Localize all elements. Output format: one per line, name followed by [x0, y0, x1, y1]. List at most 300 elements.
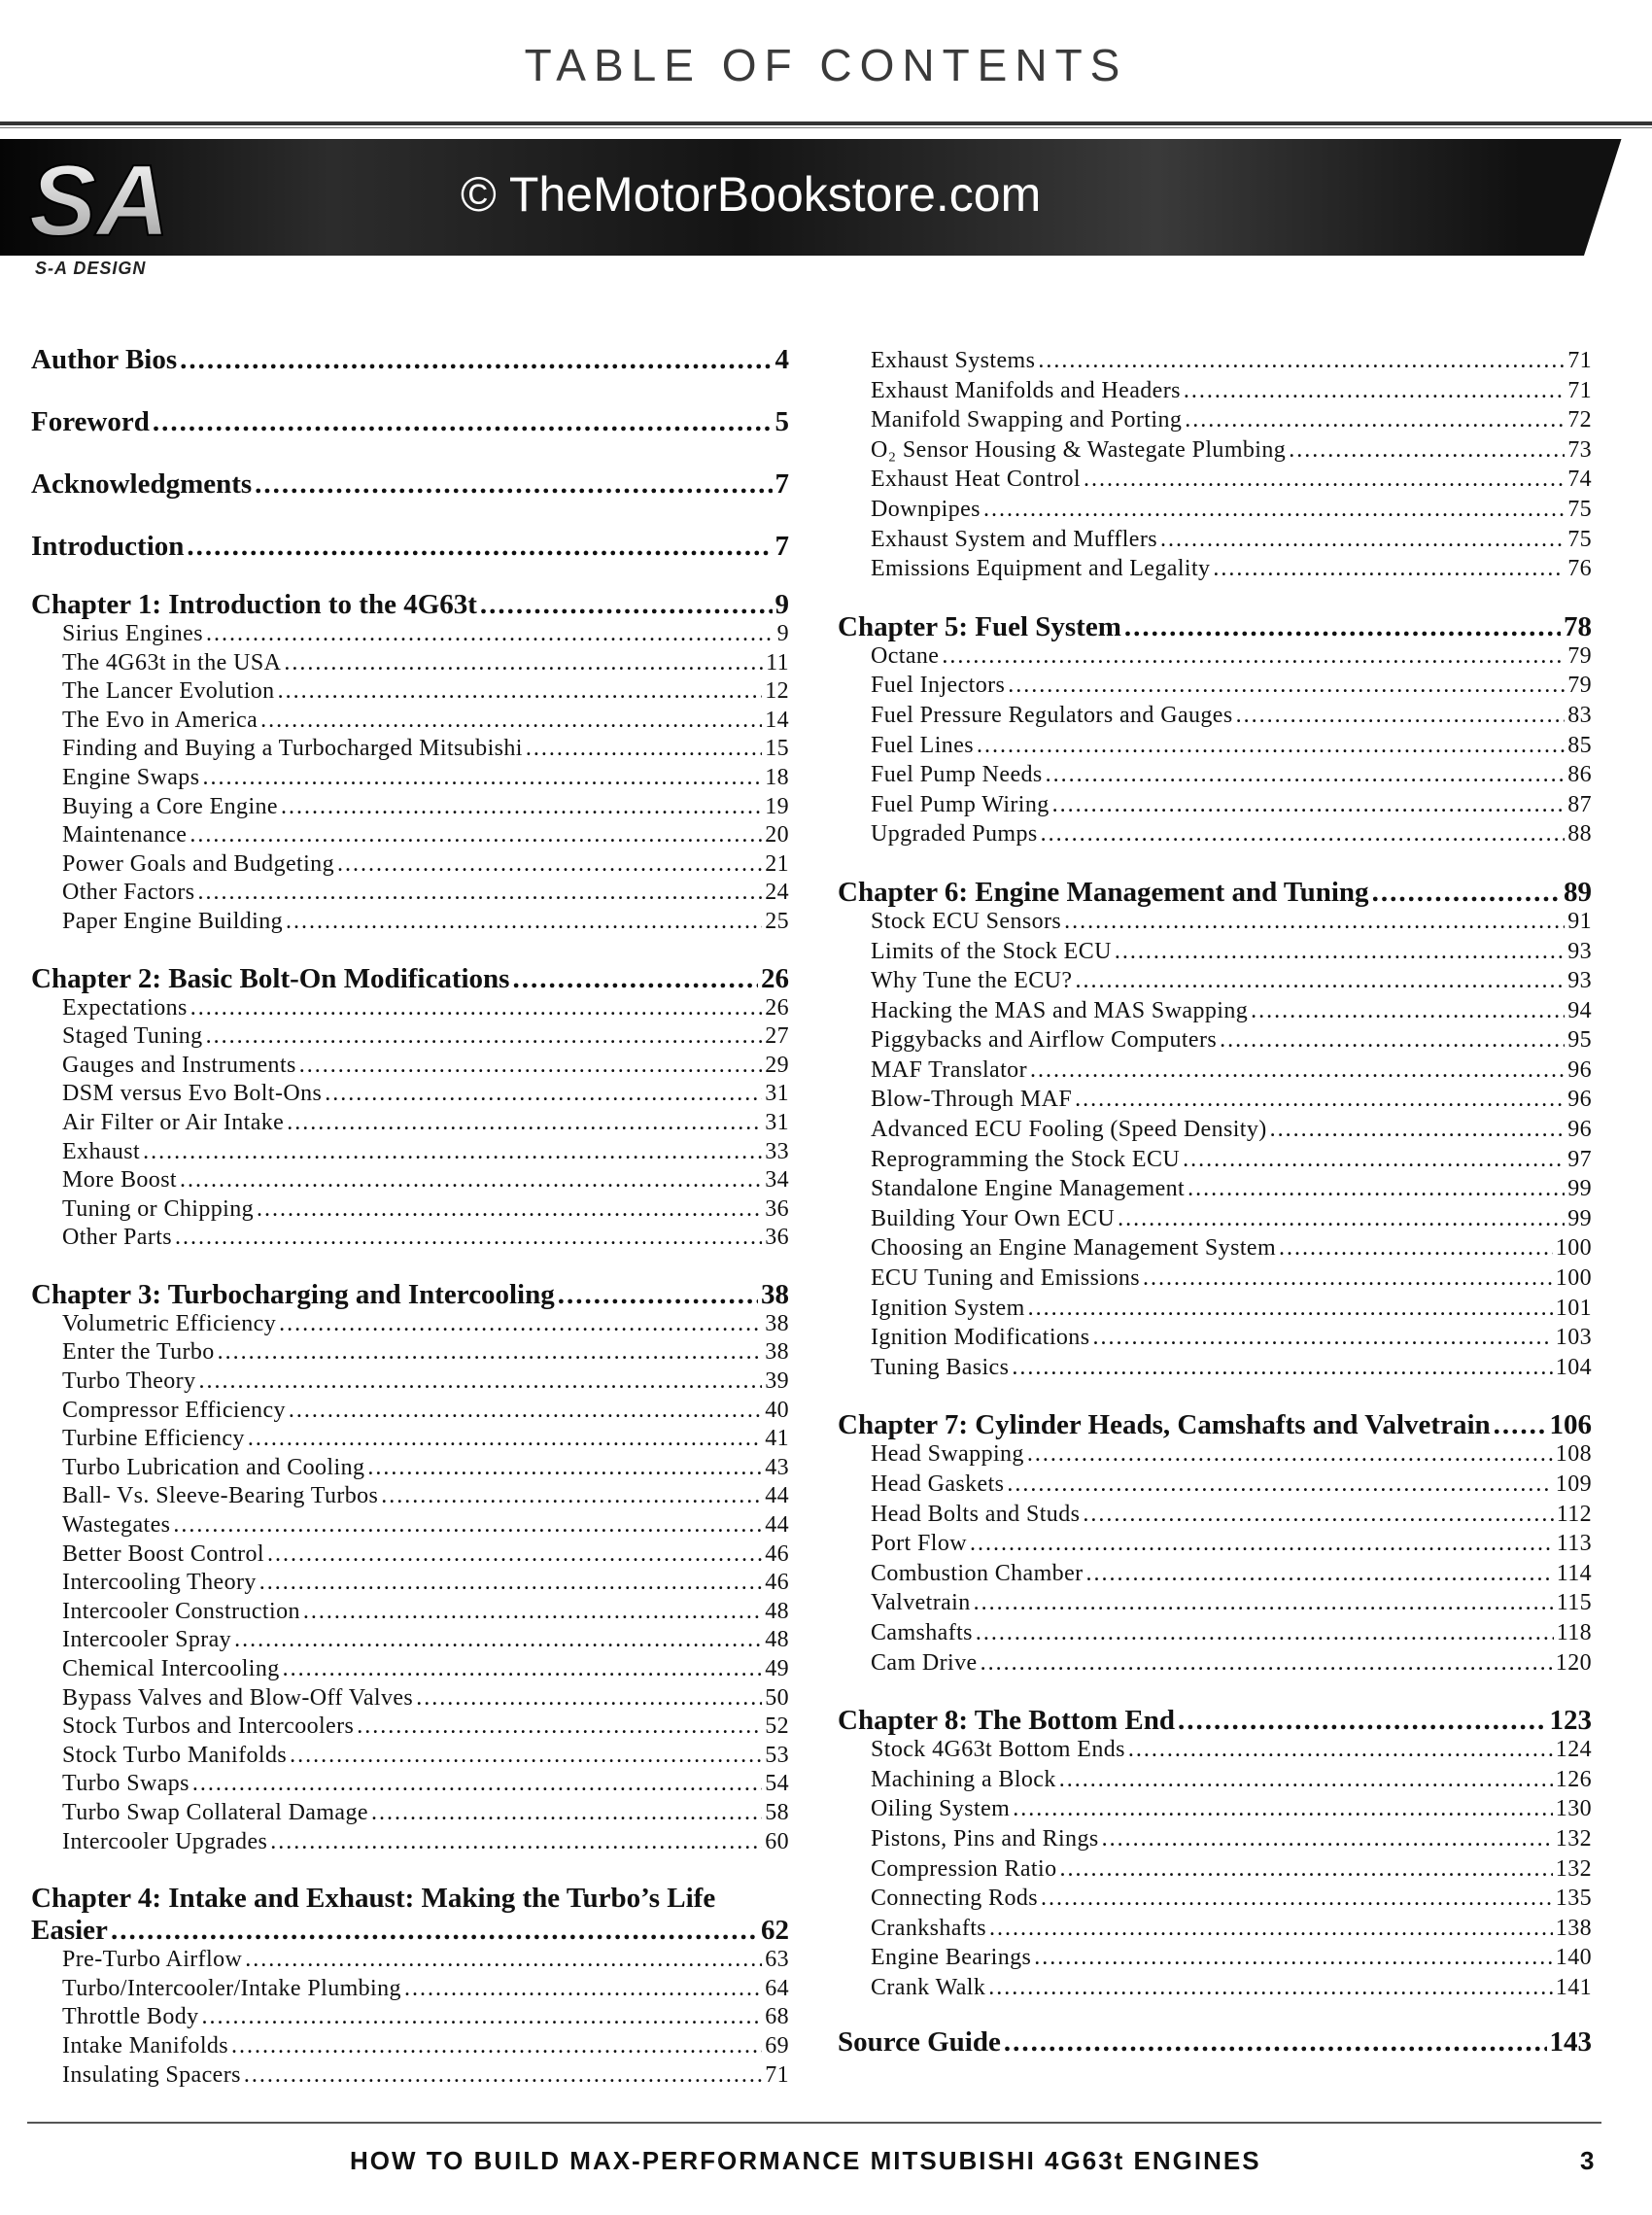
- entry-title: Better Boost Control: [62, 1540, 264, 1567]
- entry-title: Head Gaskets: [871, 1471, 1005, 1497]
- dot-leader: [1279, 1235, 1553, 1262]
- dot-leader: [480, 589, 773, 621]
- toc-section[interactable]: [838, 378, 1592, 408]
- entry-page: 72: [1567, 407, 1592, 433]
- entry-page: 69: [765, 2032, 789, 2059]
- entry-page: 96: [1567, 1117, 1592, 1143]
- toc-section[interactable]: [838, 1796, 1592, 1826]
- toc-section[interactable]: [31, 2062, 789, 2092]
- entry-page: 31: [765, 1081, 789, 1107]
- entry-page: 38: [765, 1310, 789, 1336]
- dot-leader: [1038, 348, 1565, 374]
- entry-title: Fuel Pump Needs: [871, 762, 1043, 788]
- toc-section[interactable]: [31, 708, 789, 737]
- entry-title: Intercooler Spray: [62, 1627, 232, 1653]
- toc-section[interactable]: [838, 939, 1592, 969]
- footer-book-title: HOW TO BUILD MAX-PERFORMANCE MITSUBISHI 4G63t ENGINES: [350, 2146, 1261, 2175]
- entry-title: Cam Drive: [871, 1649, 978, 1676]
- entry-title: Port Flow: [871, 1531, 967, 1557]
- toc-section[interactable]: [31, 1339, 789, 1368]
- toc-section[interactable]: [31, 1541, 789, 1571]
- toc-section[interactable]: [31, 880, 789, 909]
- entry-page: 91: [1567, 908, 1592, 934]
- toc-section[interactable]: [838, 1057, 1592, 1088]
- toc-section[interactable]: [838, 1945, 1592, 1975]
- entry-page: 104: [1555, 1354, 1592, 1380]
- entry-page: 53: [765, 1742, 789, 1768]
- entry-page: 74: [1567, 467, 1592, 493]
- toc-section[interactable]: [31, 1685, 789, 1714]
- entry-title: Intercooler Construction: [62, 1598, 300, 1624]
- entry-title: Connecting Rods: [871, 1886, 1038, 1912]
- entry-page: 132: [1555, 1855, 1592, 1882]
- toc-section[interactable]: [838, 1176, 1592, 1206]
- toc-section[interactable]: [31, 1829, 789, 1858]
- dot-leader: [981, 1650, 1553, 1677]
- toc-section[interactable]: [838, 1975, 1592, 2005]
- toc-section[interactable]: [31, 650, 789, 679]
- dot-leader: [180, 344, 772, 376]
- entry-page: 71: [1567, 377, 1592, 403]
- toc-section[interactable]: [31, 1570, 789, 1599]
- entry-page: 31: [765, 1109, 789, 1135]
- entry-page: 34: [765, 1167, 789, 1194]
- footer-page-number: 3: [1580, 2146, 1595, 2175]
- entry-page: 7: [774, 531, 789, 562]
- toc-section[interactable]: [838, 1561, 1592, 1591]
- entry-page: 118: [1556, 1619, 1592, 1645]
- entry-page: 20: [765, 822, 789, 848]
- dot-leader: [1128, 1737, 1553, 1763]
- entry-page: 58: [765, 1799, 789, 1825]
- entry-title: Turbo/Intercooler/Intake Plumbing: [62, 1975, 401, 2001]
- entry-title: More Boost: [62, 1167, 177, 1194]
- entry-title: Introduction: [31, 531, 185, 562]
- entry-page: 15: [765, 736, 789, 762]
- entry-title: Stock Turbos and Intercoolers: [62, 1713, 355, 1740]
- entry-title: Other Parts: [62, 1225, 173, 1251]
- dot-leader: [1028, 1296, 1553, 1322]
- toc-section[interactable]: [838, 348, 1592, 378]
- entry-page: 99: [1567, 1176, 1592, 1202]
- entry-title: Compression Ratio: [871, 1855, 1057, 1882]
- entry-title: Combustion Chamber: [871, 1560, 1084, 1586]
- toc-section[interactable]: [838, 407, 1592, 437]
- entry-title: Exhaust Manifolds and Headers: [871, 377, 1181, 403]
- entry-title: Power Goals and Budgeting: [62, 850, 334, 877]
- entry-page: 33: [765, 1138, 789, 1164]
- entry-page: 141: [1555, 1974, 1592, 2000]
- toc-chapter-2[interactable]: [31, 963, 789, 995]
- toc-section[interactable]: [31, 1976, 789, 2005]
- toc-section[interactable]: [838, 792, 1592, 822]
- dot-leader: [218, 1339, 763, 1366]
- toc-section[interactable]: [31, 1743, 789, 1772]
- toc-section[interactable]: [31, 1225, 789, 1254]
- entry-title: Advanced ECU Fooling (Speed Density): [871, 1117, 1267, 1143]
- toc-section[interactable]: [31, 1599, 789, 1628]
- entry-page: 19: [765, 793, 789, 819]
- toc-section[interactable]: [838, 1325, 1592, 1355]
- toc-section[interactable]: [838, 1916, 1592, 1946]
- toc-section[interactable]: [838, 1471, 1592, 1502]
- entry-title: Piggybacks and Airflow Computers: [871, 1027, 1218, 1054]
- entry-page: 26: [765, 994, 789, 1021]
- header-rule: [0, 121, 1652, 125]
- dot-leader: [1115, 939, 1565, 965]
- entry-title: ECU Tuning and Emissions: [871, 1265, 1140, 1292]
- dot-leader: [1494, 1409, 1547, 1441]
- entry-title: Chapter 6: Engine Management and Tuning: [838, 876, 1369, 908]
- toc-entry-author-bios[interactable]: [31, 344, 789, 377]
- toc-section[interactable]: [838, 556, 1592, 586]
- logo-subtitle: S-A DESIGN: [35, 259, 147, 278]
- entry-page: 115: [1556, 1590, 1592, 1616]
- toc-section[interactable]: [838, 1826, 1592, 1856]
- entry-title: Crankshafts: [871, 1915, 987, 1941]
- entry-page: 4: [774, 344, 789, 375]
- dot-leader: [1030, 1057, 1565, 1084]
- footer-rule: [27, 2122, 1601, 2124]
- dot-leader: [1086, 1561, 1554, 1587]
- dot-leader: [1027, 1441, 1553, 1468]
- entry-title: Oiling System: [871, 1796, 1011, 1822]
- toc-section[interactable]: [31, 765, 789, 794]
- toc-section[interactable]: [838, 1235, 1592, 1265]
- entry-title: Stock 4G63t Bottom Ends: [871, 1737, 1125, 1763]
- entry-title: Chapter 8: The Bottom End: [838, 1705, 1175, 1737]
- entry-title: Octane: [871, 642, 940, 669]
- entry-title: Sirius Engines: [62, 621, 203, 646]
- dot-leader: [1183, 1147, 1565, 1173]
- toc-section[interactable]: [838, 1265, 1592, 1296]
- dot-leader: [989, 1916, 1553, 1942]
- dot-leader: [192, 1771, 762, 1797]
- toc-section[interactable]: [31, 1455, 789, 1484]
- entry-title: Crank Walk: [871, 1974, 986, 2000]
- dot-leader: [284, 650, 763, 676]
- toc-section[interactable]: [838, 1531, 1592, 1561]
- toc-section[interactable]: [838, 1355, 1592, 1385]
- dot-leader: [206, 1023, 763, 1050]
- toc-section[interactable]: [31, 1368, 789, 1398]
- toc-section[interactable]: [31, 1110, 789, 1139]
- watermark-text: © TheMotorBookstore.com: [461, 167, 1042, 222]
- dot-leader: [1270, 1117, 1566, 1143]
- dot-leader: [303, 1599, 762, 1625]
- toc-chapter-6[interactable]: [838, 877, 1592, 909]
- toc-section[interactable]: [31, 1512, 789, 1541]
- entry-page: 38: [765, 1339, 789, 1366]
- entry-page: 73: [1567, 436, 1592, 463]
- dot-leader: [257, 1196, 762, 1223]
- dot-leader: [1013, 1796, 1553, 1822]
- entry-page: 44: [765, 1512, 789, 1539]
- toc-chapter-1[interactable]: [31, 589, 789, 621]
- toc-section[interactable]: [31, 621, 789, 650]
- entry-title: Tuning or Chipping: [62, 1195, 255, 1222]
- entry-title: Engine Swaps: [62, 764, 200, 790]
- entry-title: Machining a Block: [871, 1766, 1056, 1792]
- dot-leader: [1041, 1886, 1553, 1912]
- toc-section[interactable]: [838, 643, 1592, 674]
- entry-page: 46: [765, 1570, 789, 1596]
- entry-page: 130: [1555, 1796, 1592, 1822]
- entry-title: Throttle Body: [62, 2004, 199, 2030]
- dot-leader: [198, 1368, 762, 1395]
- banner-slash-shape: [1584, 139, 1652, 256]
- entry-title: Exhaust Systems: [871, 348, 1036, 373]
- toc-section[interactable]: [31, 2033, 789, 2062]
- entry-page: 100: [1555, 1235, 1592, 1262]
- toc-section[interactable]: [838, 467, 1592, 497]
- entry-page: 87: [1567, 791, 1592, 817]
- dot-leader: [278, 678, 763, 705]
- entry-title: Ignition System: [871, 1295, 1025, 1321]
- entry-page: 138: [1555, 1915, 1592, 1941]
- dot-leader: [1059, 1767, 1553, 1793]
- entry-page: 63: [765, 1947, 789, 1973]
- toc-section[interactable]: [31, 1311, 789, 1340]
- dot-leader: [977, 733, 1565, 759]
- entry-title: Fuel Pump Wiring: [871, 791, 1050, 817]
- toc-chapter-4[interactable]: [31, 1883, 789, 1947]
- toc-section[interactable]: [838, 437, 1592, 467]
- toc-section[interactable]: [838, 968, 1592, 998]
- toc-section[interactable]: [31, 1771, 789, 1800]
- dot-leader: [283, 1656, 763, 1682]
- toc-section[interactable]: [31, 1656, 789, 1685]
- dot-leader: [381, 1483, 762, 1509]
- dot-leader: [1178, 1705, 1547, 1737]
- toc-chapter-7[interactable]: [838, 1409, 1592, 1441]
- toc-right-chapters: [838, 611, 1592, 2005]
- entry-page: 132: [1555, 1825, 1592, 1852]
- dot-leader: [1084, 467, 1565, 493]
- dot-leader: [173, 1512, 762, 1539]
- toc-section[interactable]: [838, 1296, 1592, 1326]
- entry-title: Chapter 2: Basic Bolt-On Modifications: [31, 962, 510, 994]
- entry-page: 126: [1555, 1766, 1592, 1792]
- dot-leader: [260, 708, 762, 734]
- toc-section[interactable]: [838, 1441, 1592, 1471]
- entry-page: 54: [765, 1771, 789, 1797]
- toc-section[interactable]: [31, 1023, 789, 1053]
- toc-entry-source-guide[interactable]: [838, 2026, 1592, 2059]
- entry-title: Camshafts: [871, 1619, 973, 1645]
- dot-leader: [983, 497, 1565, 523]
- toc-section[interactable]: [838, 1027, 1592, 1057]
- toc-section[interactable]: [31, 1483, 789, 1512]
- toc-section[interactable]: [838, 1206, 1592, 1236]
- toc-section[interactable]: [31, 1196, 789, 1226]
- dot-leader: [1004, 2026, 1547, 2059]
- entry-title: Pistons, Pins and Rings: [871, 1825, 1099, 1852]
- entry-title: Stock ECU Sensors: [871, 908, 1062, 934]
- toc-section[interactable]: [838, 1117, 1592, 1147]
- toc-section[interactable]: [31, 1398, 789, 1427]
- toc-entry-acknowledgments[interactable]: [31, 468, 789, 502]
- entry-page: 108: [1555, 1441, 1592, 1468]
- dot-leader: [1213, 556, 1565, 582]
- dot-leader: [1052, 792, 1566, 818]
- entry-title: Tuning Basics: [871, 1354, 1010, 1380]
- entry-title: Intake Manifolds: [62, 2032, 229, 2059]
- entry-page: 5: [774, 406, 789, 437]
- toc-section[interactable]: [838, 821, 1592, 851]
- entry-page: 93: [1567, 968, 1592, 994]
- toc-section[interactable]: [838, 673, 1592, 703]
- toc-section[interactable]: [838, 1767, 1592, 1797]
- toc-section[interactable]: [31, 1627, 789, 1656]
- dot-leader: [190, 995, 762, 1021]
- toc-section[interactable]: [31, 1053, 789, 1082]
- entry-title: Emissions Equipment and Legality: [871, 556, 1211, 582]
- entry-page: 79: [1567, 642, 1592, 669]
- dot-leader: [974, 1590, 1554, 1616]
- dot-leader: [180, 1167, 762, 1194]
- dot-leader: [1012, 1355, 1552, 1381]
- toc-section[interactable]: [838, 1856, 1592, 1886]
- entry-title: Bypass Valves and Blow-Off Valves: [62, 1684, 414, 1711]
- entry-page: 68: [765, 2004, 789, 2030]
- toc-entry-foreword[interactable]: [31, 406, 789, 439]
- dot-leader: [1083, 1502, 1553, 1528]
- toc-section[interactable]: [838, 1620, 1592, 1650]
- entry-title: Stock Turbo Manifolds: [62, 1742, 288, 1768]
- dot-leader: [558, 1279, 758, 1311]
- toc-section[interactable]: [838, 497, 1592, 527]
- entry-title: Building Your Own ECU: [871, 1205, 1116, 1231]
- toc-section[interactable]: [838, 1147, 1592, 1177]
- toc-section[interactable]: [31, 1947, 789, 1976]
- toc-section[interactable]: [31, 822, 789, 851]
- toc-section[interactable]: [31, 736, 789, 765]
- toc-section[interactable]: [31, 1139, 789, 1168]
- toc-section[interactable]: [31, 909, 789, 938]
- entry-page: 46: [765, 1540, 789, 1567]
- toc-section[interactable]: [838, 762, 1592, 792]
- publisher-logo: [25, 142, 190, 288]
- dot-leader: [1007, 1471, 1552, 1498]
- dot-leader: [1075, 968, 1565, 994]
- chapter-title-line2: Easier: [31, 1915, 108, 1947]
- toc-section[interactable]: [31, 851, 789, 881]
- dot-leader: [1236, 703, 1566, 729]
- dot-leader: [1251, 998, 1565, 1024]
- dot-leader: [1220, 1027, 1565, 1054]
- toc-section[interactable]: [838, 1502, 1592, 1532]
- entry-title: Exhaust System and Mufflers: [871, 526, 1157, 552]
- entry-page: 14: [765, 707, 789, 733]
- entry-page: 41: [765, 1426, 789, 1452]
- toc-section[interactable]: [31, 995, 789, 1024]
- dot-leader: [248, 1426, 762, 1452]
- dot-leader: [1124, 611, 1561, 643]
- entry-title: Wastegates: [62, 1512, 171, 1539]
- dot-leader: [988, 1975, 1553, 2001]
- entry-page: 99: [1567, 1205, 1592, 1231]
- dot-leader: [1160, 527, 1565, 553]
- entry-page: 89: [1564, 876, 1592, 908]
- entry-title: Turbo Theory: [62, 1368, 196, 1395]
- dot-leader: [526, 736, 762, 762]
- entry-title: Staged Tuning: [62, 1023, 203, 1050]
- entry-page: 29: [765, 1052, 789, 1078]
- entry-title: O₂ Sensor Housing & Wastegate Plumbing: [871, 436, 1287, 463]
- entry-title: Blow-Through MAF: [871, 1087, 1073, 1113]
- toc-chapter-5[interactable]: [838, 611, 1592, 643]
- entry-title: Choosing an Engine Management System: [871, 1235, 1277, 1262]
- entry-title: Acknowledgments: [31, 468, 253, 500]
- entry-title: Enter the Turbo: [62, 1339, 215, 1366]
- dot-leader: [111, 1915, 758, 1947]
- toc-section[interactable]: [838, 1737, 1592, 1767]
- toc-section[interactable]: [838, 1886, 1592, 1916]
- toc-section[interactable]: [31, 1713, 789, 1743]
- entry-page: 86: [1567, 762, 1592, 788]
- entry-page: 64: [765, 1975, 789, 2001]
- entry-title: Chapter 5: Fuel System: [838, 610, 1121, 642]
- entry-title: Fuel Lines: [871, 732, 974, 758]
- toc-section[interactable]: [838, 703, 1592, 733]
- entry-title: Hacking the MAS and MAS Swapping: [871, 997, 1249, 1023]
- dot-leader: [206, 621, 774, 647]
- entry-title: Why Tune the ECU?: [871, 968, 1073, 994]
- toc-section[interactable]: [838, 998, 1592, 1028]
- toc-chapter-3[interactable]: [31, 1279, 789, 1311]
- dot-leader: [1187, 1176, 1565, 1202]
- toc-section[interactable]: [31, 678, 789, 708]
- dot-leader: [189, 822, 762, 848]
- toc-section[interactable]: [838, 1087, 1592, 1117]
- toc-section[interactable]: [838, 733, 1592, 763]
- toc-section[interactable]: [838, 527, 1592, 557]
- toc-section[interactable]: [838, 1650, 1592, 1680]
- entry-page: 123: [1549, 1705, 1592, 1737]
- toc-section[interactable]: [31, 1167, 789, 1196]
- toc-section[interactable]: [31, 1081, 789, 1110]
- toc-section[interactable]: [31, 1426, 789, 1455]
- toc-entry-introduction[interactable]: [31, 531, 789, 564]
- entry-title: Foreword: [31, 406, 150, 437]
- dot-leader: [1184, 378, 1565, 404]
- dot-leader: [198, 880, 763, 906]
- entry-title: Finding and Buying a Turbocharged Mitsubishi: [62, 736, 523, 762]
- dot-leader: [976, 1620, 1554, 1646]
- entry-page: 106: [1549, 1409, 1592, 1441]
- toc-chapter-8[interactable]: [838, 1705, 1592, 1737]
- dot-leader: [1059, 1856, 1552, 1883]
- entry-page: 25: [765, 908, 789, 934]
- dot-leader: [416, 1685, 762, 1712]
- entry-title: Chapter 3: Turbocharging and Intercooling: [31, 1278, 555, 1310]
- entry-page: 24: [765, 880, 789, 906]
- toc-section[interactable]: [838, 1590, 1592, 1620]
- entry-page: 50: [765, 1684, 789, 1711]
- entry-page: 40: [765, 1397, 789, 1423]
- entry-title: Intercooler Upgrades: [62, 1828, 268, 1854]
- toc-section[interactable]: [31, 1800, 789, 1829]
- toc-section[interactable]: [838, 909, 1592, 939]
- entry-title: Valvetrain: [871, 1590, 971, 1616]
- entry-page: 95: [1567, 1027, 1592, 1054]
- toc-section[interactable]: [31, 2004, 789, 2033]
- dot-leader: [187, 531, 772, 563]
- entry-page: 39: [765, 1368, 789, 1395]
- toc-section[interactable]: [31, 794, 789, 823]
- entry-page: 76: [1567, 556, 1592, 582]
